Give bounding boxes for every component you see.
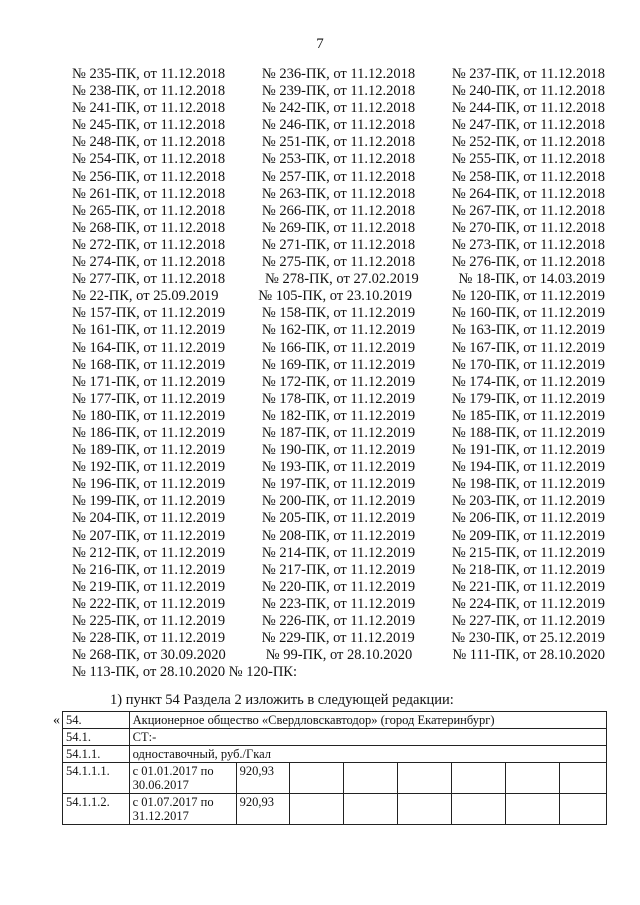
empty-cell (452, 794, 506, 825)
decree-reference: № 253-ПК, от 11.12.2018 (261, 151, 416, 168)
decree-reference: № 270-ПК, от 11.12.2018 (451, 219, 605, 236)
decree-line (72, 340, 605, 357)
decree-line (72, 391, 605, 408)
decree-reference: № 179-ПК, от 11.12.2019 (451, 390, 605, 407)
decree-reference: № 264-ПК, от 11.12.2018 (451, 185, 605, 202)
decree-reference: № 167-ПК, от 11.12.2019 (451, 339, 605, 356)
decree-reference: № 269-ПК, от 11.12.2018 (261, 219, 416, 236)
decree-reference: № 263-ПК, от 11.12.2018 (261, 185, 416, 202)
decree-line (72, 510, 605, 527)
decree-line (72, 408, 605, 425)
decree-reference: № 240-ПК, от 11.12.2018 (451, 83, 605, 100)
table-row (63, 746, 607, 763)
decree-reference: № 187-ПК, от 11.12.2019 (261, 424, 416, 441)
decree-reference: № 251-ПК, от 11.12.2018 (261, 134, 416, 151)
decree-reference: № 230-ПК, от 25.12.2019 (451, 630, 605, 647)
decree-reference: № 164-ПК, от 11.12.2019 (72, 339, 226, 356)
decree-reference: № 207-ПК, от 11.12.2019 (72, 527, 226, 544)
decree-reference: № 190-ПК, от 11.12.2019 (261, 442, 416, 459)
decree-reference: № 161-ПК, от 11.12.2019 (72, 322, 226, 339)
decree-line (72, 528, 605, 545)
decree-reference: № 105-ПК, от 23.10.2019 (258, 288, 412, 305)
decree-reference: № 204-ПК, от 11.12.2019 (72, 510, 226, 527)
decree-reference: № 226-ПК, от 11.12.2019 (261, 613, 416, 629)
decree-reference: № 200-ПК, от 11.12.2019 (261, 493, 416, 510)
tariff-type: одноставочный, руб./Гкал (129, 746, 606, 763)
decree-reference: № 99-ПК, от 28.10.2020 (265, 647, 413, 664)
decree-line (72, 100, 605, 117)
decree-reference: № 261-ПК, от 11.12.2018 (72, 185, 226, 202)
empty-cell (452, 763, 506, 794)
decree-reference: № 22-ПК, от 25.09.2019 (72, 288, 219, 305)
decree-reference: № 172-ПК, от 11.12.2019 (261, 373, 416, 390)
decree-reference: № 180-ПК, от 11.12.2019 (72, 407, 226, 424)
decree-reference: № 274-ПК, от 11.12.2018 (72, 254, 226, 271)
decree-reference: № 185-ПК, от 11.12.2019 (451, 407, 605, 424)
decree-reference: № 248-ПК, от 11.12.2018 (72, 134, 226, 151)
decree-reference: № 193-ПК, от 11.12.2019 (261, 459, 416, 476)
decree-reference: № 237-ПК, от 11.12.2018 (451, 66, 605, 82)
decree-line (72, 288, 605, 305)
decree-reference: № 188-ПК, от 11.12.2019 (451, 424, 605, 441)
decree-reference: № 186-ПК, от 11.12.2019 (72, 424, 226, 441)
decree-line (72, 254, 605, 271)
decree-line (72, 630, 605, 647)
decree-line (72, 203, 605, 220)
decree-reference: № 162-ПК, от 11.12.2019 (261, 322, 416, 339)
decree-reference: № 168-ПК, от 11.12.2019 (72, 356, 226, 373)
decree-reference: № 177-ПК, от 11.12.2019 (72, 390, 226, 407)
decree-reference: № 198-ПК, от 11.12.2019 (451, 476, 605, 493)
decree-reference: № 166-ПК, от 11.12.2019 (261, 339, 416, 356)
decree-reference: № 227-ПК, от 11.12.2019 (451, 613, 605, 629)
decree-reference: № 189-ПК, от 11.12.2019 (72, 442, 226, 459)
decree-reference: № 203-ПК, от 11.12.2019 (451, 493, 605, 510)
decree-reference: № 277-ПК, от 11.12.2018 (72, 271, 226, 288)
decree-line (72, 237, 605, 254)
decree-line (72, 476, 605, 493)
decree-reference: № 182-ПК, от 11.12.2019 (261, 407, 416, 424)
decree-reference: № 272-ПК, от 11.12.2018 (72, 236, 226, 253)
decree-reference: № 271-ПК, от 11.12.2018 (261, 236, 416, 253)
row-code: 54.1.1.2. (63, 794, 130, 825)
decree-reference: № 257-ПК, от 11.12.2018 (261, 168, 416, 185)
decree-reference: № 238-ПК, от 11.12.2018 (72, 83, 226, 100)
empty-cell (290, 794, 344, 825)
decree-line (72, 647, 605, 664)
decree-line (72, 66, 605, 83)
decree-reference: № 120-ПК, от 11.12.2019 (451, 288, 605, 305)
decree-line (72, 357, 605, 374)
decree-reference: № 255-ПК, от 11.12.2018 (451, 151, 605, 168)
decree-reference: № 245-ПК, от 11.12.2018 (72, 117, 226, 134)
decree-list-tail: № 113-ПК, от 28.10.2020 № 120-ПК: (72, 664, 297, 681)
decree-reference: № 194-ПК, от 11.12.2019 (451, 459, 605, 476)
page-number: 7 (316, 36, 324, 52)
decree-line (72, 562, 605, 579)
row-code: 54.1. (63, 729, 130, 746)
decree-reference: № 268-ПК, от 30.09.2020 (72, 647, 226, 664)
decree-reference: № 241-ПК, от 11.12.2018 (72, 100, 226, 117)
empty-cell (398, 794, 452, 825)
decree-reference: № 273-ПК, от 11.12.2018 (451, 236, 605, 253)
decree-reference: № 216-ПК, от 11.12.2019 (72, 561, 226, 578)
decree-reference: № 205-ПК, от 11.12.2019 (261, 510, 416, 527)
decree-reference: № 163-ПК, от 11.12.2019 (451, 322, 605, 339)
decree-reference: № 265-ПК, от 11.12.2018 (72, 202, 226, 219)
decree-reference: № 256-ПК, от 11.12.2018 (72, 168, 226, 185)
decree-reference: № 214-ПК, от 11.12.2019 (261, 544, 416, 561)
decree-line (72, 220, 605, 237)
empty-cell (398, 763, 452, 794)
empty-cell (505, 794, 559, 825)
decree-reference: № 224-ПК, от 11.12.2019 (451, 595, 605, 612)
decree-reference: № 254-ПК, от 11.12.2018 (72, 151, 226, 168)
decree-reference: № 199-ПК, от 11.12.2019 (72, 493, 226, 510)
decree-reference: № 242-ПК, от 11.12.2018 (261, 100, 416, 117)
decree-line (72, 169, 605, 186)
empty-cell (505, 763, 559, 794)
decree-reference: № 244-ПК, от 11.12.2018 (451, 100, 605, 117)
decree-reference: № 221-ПК, от 11.12.2019 (451, 578, 605, 595)
decree-list (72, 66, 605, 681)
row-code: 54.1.1.1. (63, 763, 130, 794)
decree-reference: № 174-ПК, от 11.12.2019 (451, 373, 605, 390)
decree-line (72, 117, 605, 134)
decree-reference: № 239-ПК, от 11.12.2018 (261, 83, 416, 100)
decree-line (72, 322, 605, 339)
period-cell: с 01.07.2017 по 31.12.2017 (129, 794, 236, 825)
decree-reference: № 219-ПК, от 11.12.2019 (72, 578, 226, 595)
empty-cell (559, 794, 606, 825)
decree-reference: № 268-ПК, от 11.12.2018 (72, 219, 226, 236)
decree-reference: № 192-ПК, от 11.12.2019 (72, 459, 226, 476)
decree-line (72, 579, 605, 596)
decree-reference: № 206-ПК, от 11.12.2019 (451, 510, 605, 527)
decree-reference: № 169-ПК, от 11.12.2019 (261, 356, 416, 373)
decree-reference: № 229-ПК, от 11.12.2019 (261, 630, 415, 647)
decree-reference: № 247-ПК, от 11.12.2018 (451, 117, 605, 134)
decree-reference: № 191-ПК, от 11.12.2019 (451, 442, 605, 459)
decree-reference: № 215-ПК, от 11.12.2019 (451, 544, 605, 561)
table-row (63, 763, 607, 794)
amendment-instruction: 1) пункт 54 Раздела 2 изложить в следующей редакции: (110, 692, 454, 708)
decree-reference: № 225-ПК, от 11.12.2019 (72, 613, 226, 629)
decree-reference: № 223-ПК, от 11.12.2019 (261, 595, 416, 612)
decree-line (72, 613, 605, 630)
decree-reference: № 209-ПК, от 11.12.2019 (451, 527, 605, 544)
decree-line (72, 134, 605, 151)
decree-reference: № 275-ПК, от 11.12.2018 (261, 254, 416, 271)
decree-reference: № 157-ПК, от 11.12.2019 (72, 305, 226, 322)
decree-reference: № 222-ПК, от 11.12.2019 (72, 595, 226, 612)
decree-reference: № 212-ПК, от 11.12.2019 (72, 544, 226, 561)
decree-reference: № 208-ПК, от 11.12.2019 (261, 527, 416, 544)
table-row (63, 729, 607, 746)
row-code: 54.1.1. (63, 746, 130, 763)
row-code: 54. (63, 712, 130, 729)
decree-reference: № 218-ПК, от 11.12.2019 (451, 561, 605, 578)
decree-reference: № 171-ПК, от 11.12.2019 (72, 373, 226, 390)
decree-reference: № 197-ПК, от 11.12.2019 (261, 476, 416, 493)
decree-line (72, 442, 605, 459)
decree-line (72, 545, 605, 562)
decree-line (72, 83, 605, 100)
table-row (63, 794, 607, 825)
decree-reference: № 160-ПК, от 11.12.2019 (451, 305, 605, 322)
decree-line (72, 596, 605, 613)
decree-reference: № 236-ПК, от 11.12.2018 (261, 66, 416, 82)
decree-reference: № 235-ПК, от 11.12.2018 (72, 66, 226, 82)
decree-line (72, 374, 605, 391)
decree-line (72, 493, 605, 510)
decree-reference: № 258-ПК, от 11.12.2018 (451, 168, 605, 185)
system-label: СТ:- (129, 729, 606, 746)
empty-cell (344, 794, 398, 825)
decree-reference: № 246-ПК, от 11.12.2018 (261, 117, 416, 134)
decree-reference: № 178-ПК, от 11.12.2019 (261, 390, 416, 407)
decree-reference: № 266-ПК, от 11.12.2018 (261, 202, 416, 219)
decree-reference: № 228-ПК, от 11.12.2019 (72, 630, 226, 647)
decree-reference: № 252-ПК, от 11.12.2018 (451, 134, 605, 151)
decree-reference: № 158-ПК, от 11.12.2019 (261, 305, 416, 322)
organization-name: Акционерное общество «Свердловскавтодор» (город Екатеринбург) (129, 712, 606, 729)
value-cell: 920,93 (236, 794, 290, 825)
empty-cell (344, 763, 398, 794)
empty-cell (559, 763, 606, 794)
decree-reference: № 276-ПК, от 11.12.2018 (451, 254, 605, 271)
decree-reference: № 111-ПК, от 28.10.2020 (452, 647, 605, 664)
decree-reference: № 278-ПК, от 27.02.2019 (265, 271, 419, 288)
decree-reference: № 267-ПК, от 11.12.2018 (451, 202, 605, 219)
decree-reference: № 217-ПК, от 11.12.2019 (261, 561, 416, 578)
period-cell: с 01.01.2017 по 30.06.2017 (129, 763, 236, 794)
table-row (63, 712, 607, 729)
decree-line (72, 271, 605, 288)
decree-reference: № 196-ПК, от 11.12.2019 (72, 476, 226, 493)
decree-line (72, 425, 605, 442)
decree-reference: № 18-ПК, от 14.03.2019 (458, 271, 605, 288)
decree-line (72, 151, 605, 168)
value-cell: 920,93 (236, 763, 290, 794)
decree-reference: № 220-ПК, от 11.12.2019 (261, 578, 416, 595)
decree-line (72, 186, 605, 203)
decree-line (72, 459, 605, 476)
tariff-table (62, 711, 607, 825)
opening-quote-mark: « (53, 713, 60, 728)
decree-reference: № 170-ПК, от 11.12.2019 (451, 356, 605, 373)
decree-line (72, 305, 605, 322)
empty-cell (290, 763, 344, 794)
